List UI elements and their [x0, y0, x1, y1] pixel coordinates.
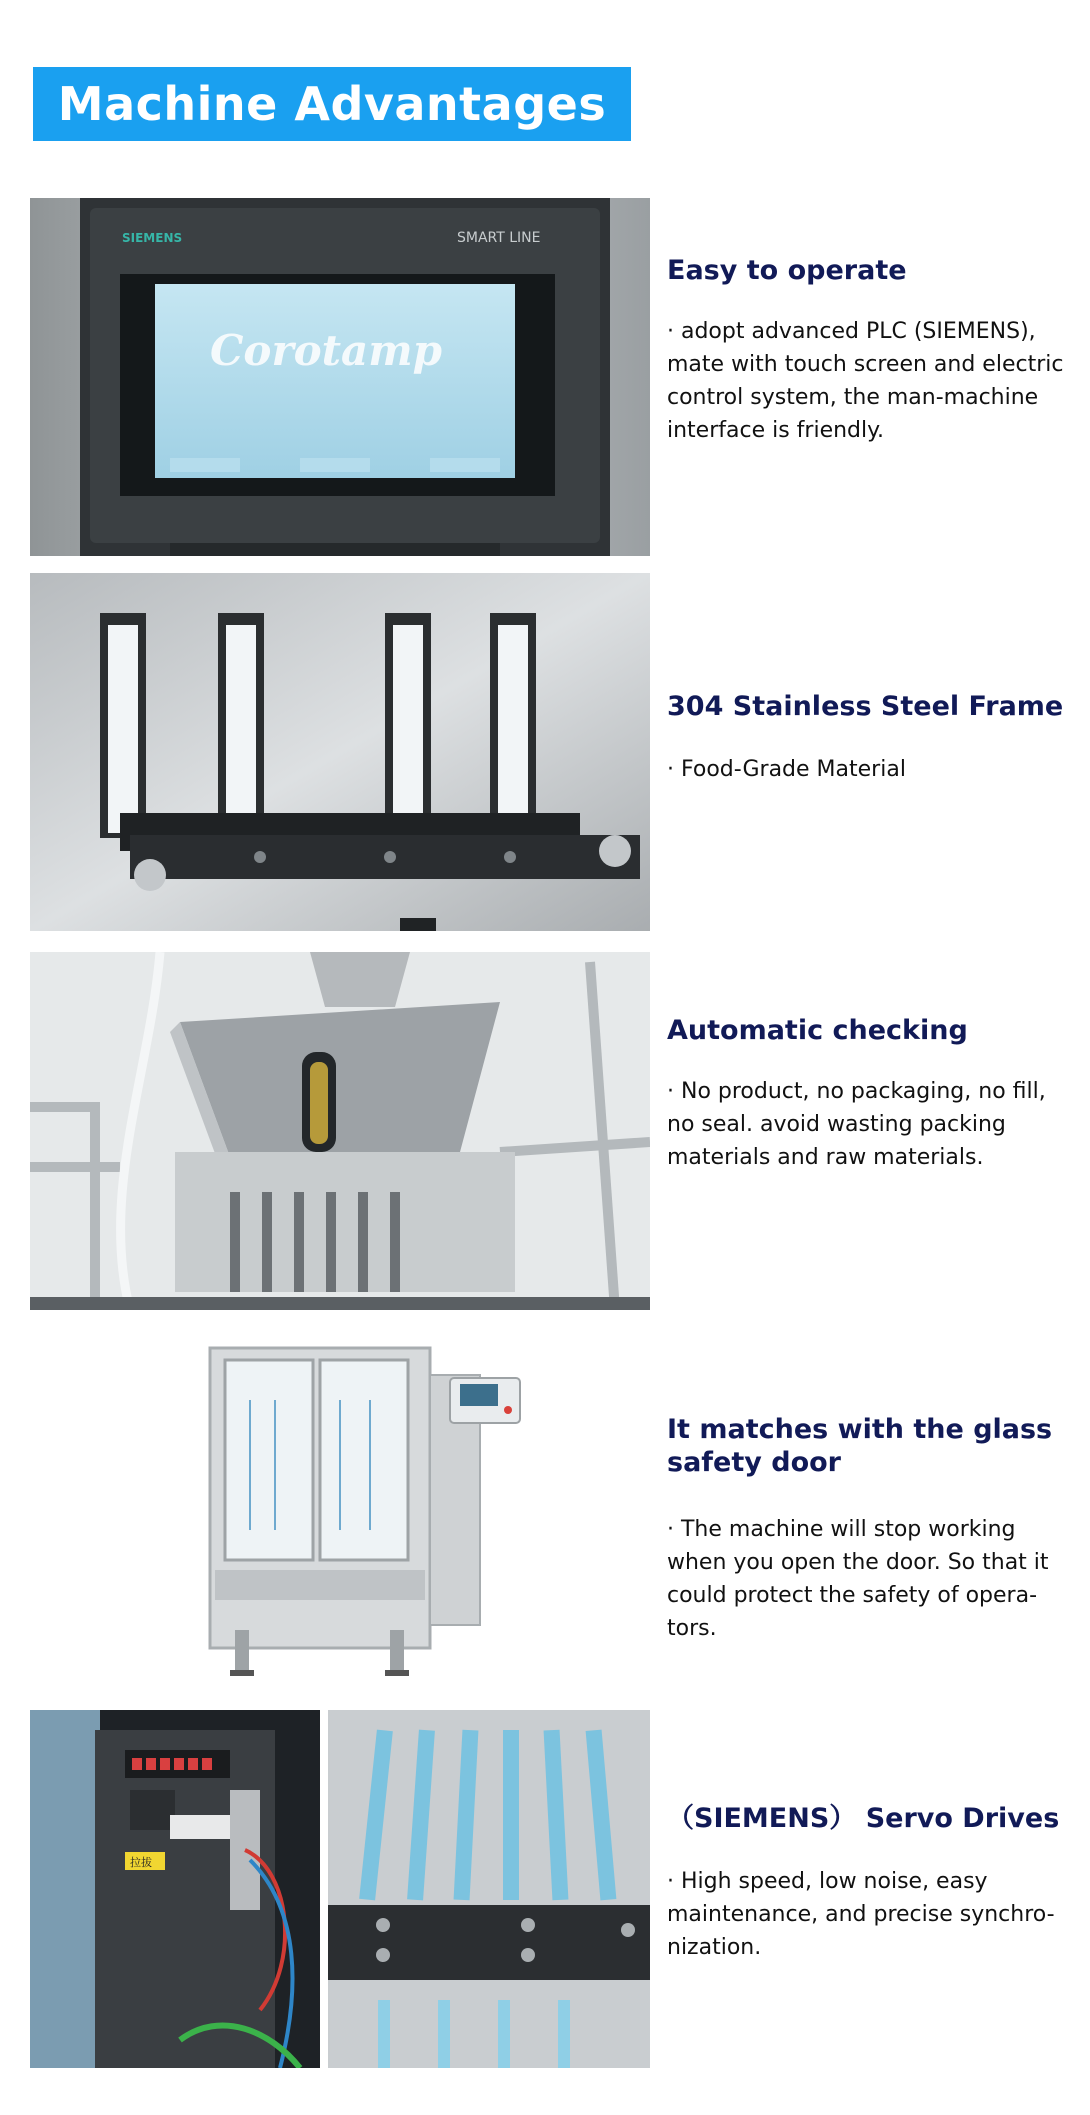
feature-title: It matches with the glass safety door	[667, 1414, 1053, 1478]
feature-title: Easy to operate	[667, 255, 907, 286]
feature-body: · adopt advanced PLC (SIEMENS), mate with touch screen and electric control system, the man-machine interface is friendly.	[667, 319, 1064, 443]
feature-body: · The machine will stop working when you open the door. So that it could protect the safety of opera-tors.	[667, 1517, 1049, 1641]
feature-safety-door	[667, 1413, 1077, 1645]
servo-drive-photo	[30, 1710, 320, 2068]
hopper-photo	[30, 952, 650, 1310]
feature-title: 304 Stainless Steel Frame	[667, 691, 1064, 722]
feature-body: · High speed, low noise, easy maintenance, and precise synchro-nization.	[667, 1869, 1055, 1960]
servo-belts-photo	[328, 1710, 650, 2068]
header-banner	[33, 67, 631, 141]
feature-servo-drives	[667, 1802, 1077, 1964]
page-title: Machine Advantages	[57, 77, 607, 131]
feature-title: （SIEMENS） Servo Drives	[667, 1803, 1060, 1834]
touch-screen-photo	[30, 198, 650, 556]
feature-auto-checking	[667, 1014, 1077, 1174]
steel-frame-photo	[30, 573, 650, 931]
drive-yellow-label: 拉拔	[130, 1856, 152, 1869]
feature-body: · Food-Grade Material	[667, 757, 906, 782]
siemens-logo: SIEMENS	[122, 231, 183, 245]
screen-logo: Corotamp	[210, 326, 443, 375]
feature-title: Automatic checking	[667, 1015, 968, 1046]
feature-body: · No product, no packaging, no fill, no seal. avoid wasting packing materials and raw materials.	[667, 1079, 1046, 1170]
smart-line-label: SMART LINE	[457, 230, 541, 246]
machine-door-photo	[30, 1330, 650, 1688]
feature-easy-operate	[667, 254, 1077, 447]
feature-steel-frame	[667, 690, 1077, 786]
